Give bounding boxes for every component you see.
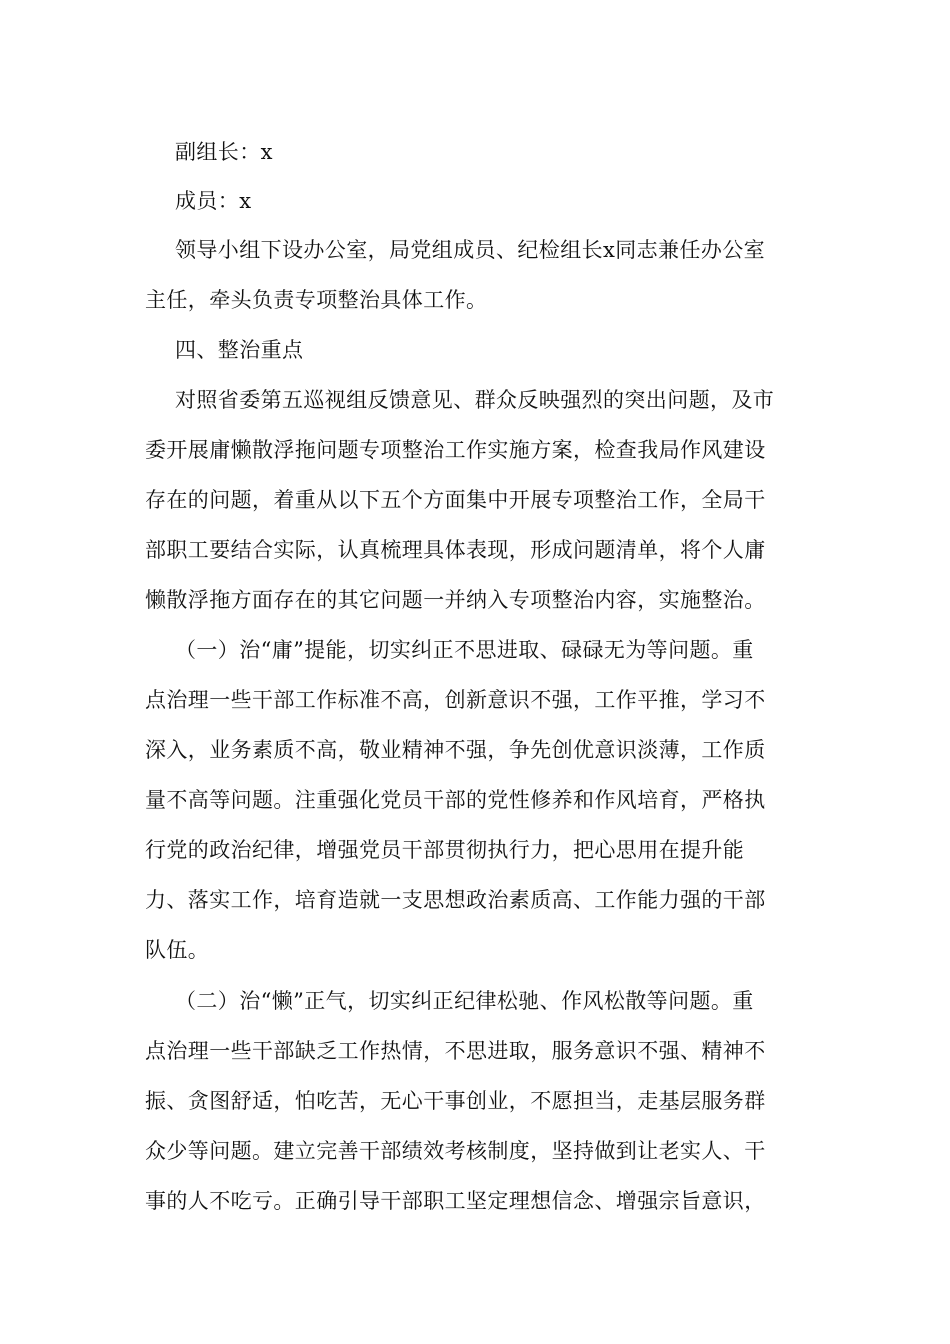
section-heading: 四、整治重点 <box>175 338 304 362</box>
office-paragraph-line-1: 领导小组下设办公室，局党组成员、纪检组长x同志兼任办公室 <box>175 238 766 262</box>
item-two-line-2: 点治理一些干部缺乏工作热情，不思进取，服务意识不强、精神不 <box>145 1039 766 1063</box>
item-one-line-6: 力、落实工作，培育造就一支思想政治素质高、工作能力强的干部 <box>145 888 766 912</box>
focus-paragraph-line-5: 懒散浮拖方面存在的其它问题一并纳入专项整治内容，实施整治。 <box>145 588 766 612</box>
item-two-line-1: （二）治“懒”正气，切实纠正纪律松驰、作风松散等问题。重 <box>175 989 754 1013</box>
deputy-leader-line: 副组长：x <box>175 140 273 164</box>
office-paragraph-line-2: 主任，牵头负责专项整治具体工作。 <box>145 288 488 312</box>
item-two-line-4: 众少等问题。建立完善干部绩效考核制度，坚持做到让老实人、干 <box>145 1139 766 1163</box>
item-one-line-4: 量不高等问题。注重强化党员干部的党性修养和作风培育，严格执 <box>145 788 766 812</box>
item-one-line-1: （一）治“庸”提能，切实纠正不思进取、碌碌无为等问题。重 <box>175 638 754 662</box>
item-two-line-5: 事的人不吃亏。正确引导干部职工坚定理想信念、增强宗旨意识， <box>145 1189 766 1213</box>
focus-paragraph-line-2: 委开展庸懒散浮拖问题专项整治工作实施方案，检查我局作风建设 <box>145 438 766 462</box>
item-one-line-3: 深入，业务素质不高，敬业精神不强，争先创优意识淡薄，工作质 <box>145 738 766 762</box>
item-one-line-5: 行党的政治纪律，增强党员干部贯彻执行力，把心思用在提升能 <box>145 838 745 862</box>
focus-paragraph-line-4: 部职工要结合实际，认真梳理具体表现，形成问题清单，将个人庸 <box>145 538 766 562</box>
item-one-line-2: 点治理一些干部工作标准不高，创新意识不强，工作平推，学习不 <box>145 688 766 712</box>
item-two-line-3: 振、贪图舒适，怕吃苦，无心干事创业，不愿担当，走基层服务群 <box>145 1089 766 1113</box>
members-line: 成员：x <box>175 189 252 213</box>
focus-paragraph-line-1: 对照省委第五巡视组反馈意见、群众反映强烈的突出问题，及市 <box>175 388 775 412</box>
item-one-line-7: 队伍。 <box>145 938 210 962</box>
focus-paragraph-line-3: 存在的问题，着重从以下五个方面集中开展专项整治工作，全局干 <box>145 488 766 512</box>
